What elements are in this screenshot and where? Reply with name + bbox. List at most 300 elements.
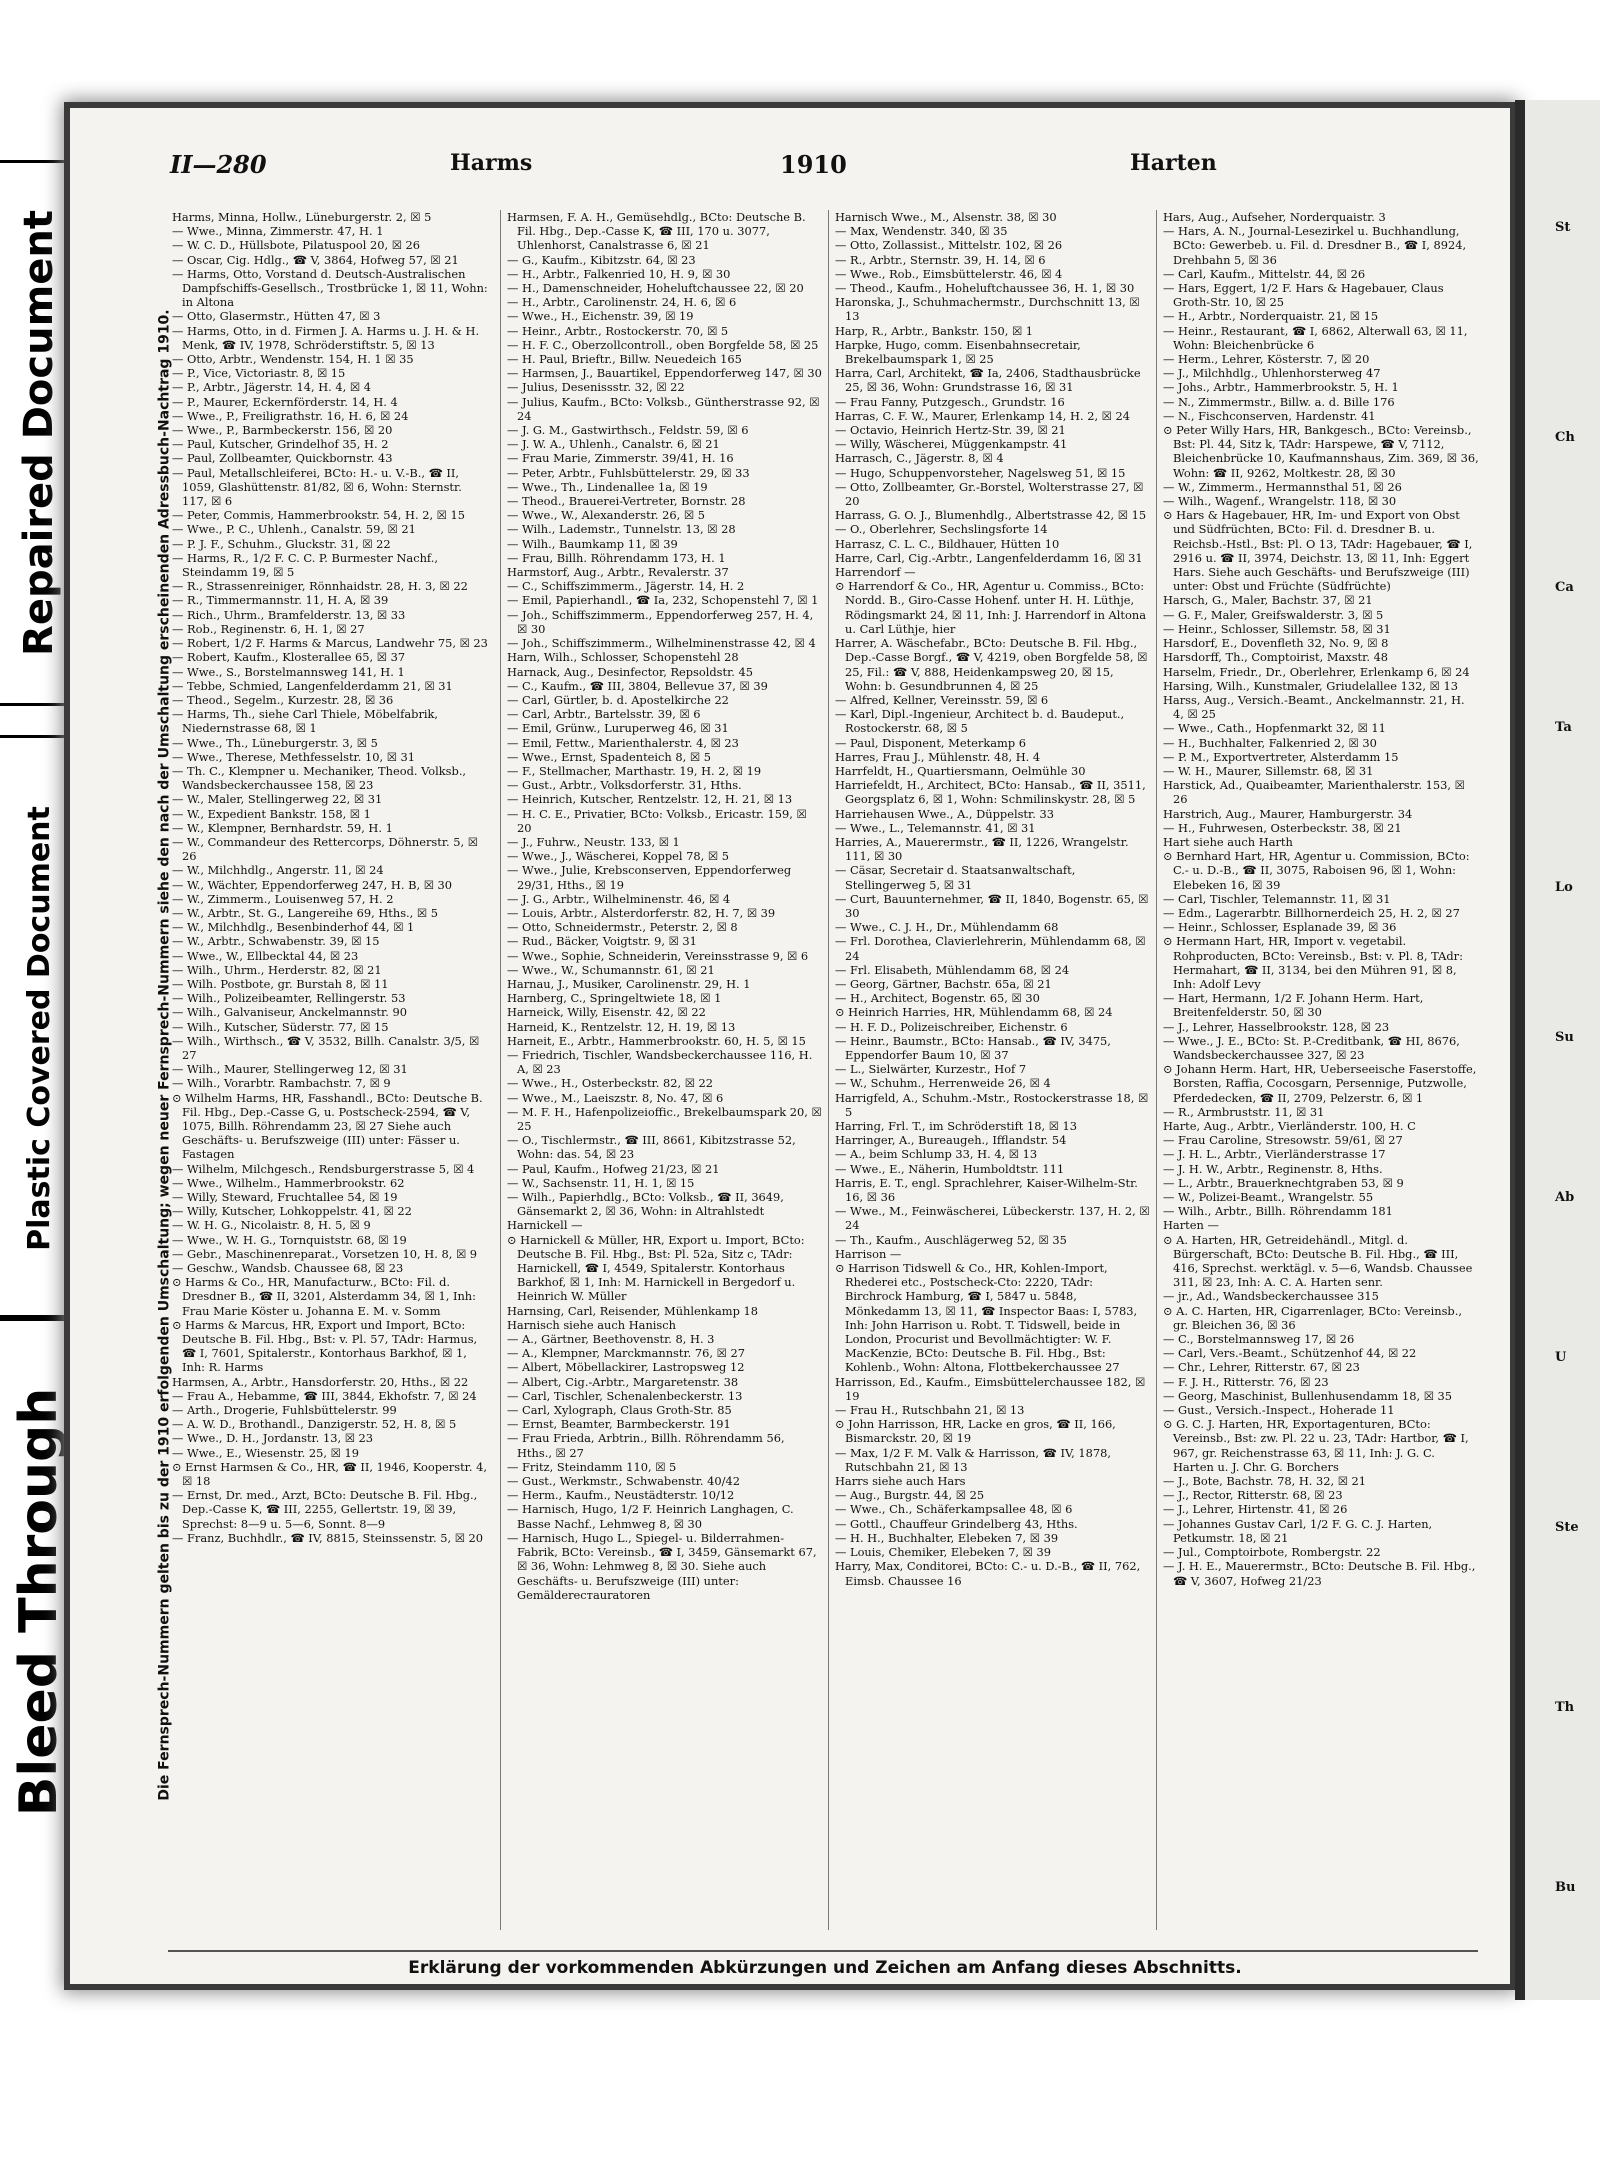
directory-entry: ⊙ Harms & Co., HR, Manufacturw., BCto: Fil. d. Dresdner B., ☎ II, 3201, Alsterdamm 34, ☒ 1, Inh: Frau Marie Köster u. Johanna E. M. v. Somm <box>172 1275 476 1318</box>
directory-entry: — Frau, Billh. Röhrendamm 173, H. 1 <box>507 550 726 565</box>
directory-entry: — N., Zimmermstr., Billw. a. d. Bille 176 <box>1163 394 1395 409</box>
directory-entry: — Wwe., Ch., Schäferkampsallee 48, ☒ 6 <box>835 1502 1073 1517</box>
directory-entry: Harsdorf, E., Dovenfleth 32, No. 9, ☒ 8 <box>1163 636 1389 651</box>
directory-entry: Harmsen, A., Arbtr., Hansdorferstr. 20, Hths., ☒ 22 <box>172 1374 469 1389</box>
directory-entry: Harms, Minna, Hollw., Lüneburgerstr. 2, ☒ 5 <box>172 210 432 224</box>
directory-entry: Harss, Aug., Versich.-Beamt., Anckelmannstr. 21, H. 4, ☒ 25 <box>1163 692 1465 722</box>
directory-entry: — Wwe., W., Schumannstr. 61, ☒ 21 <box>507 962 715 977</box>
directory-entry: — Harms, R., 1/2 F. C. C. P. Burmester Nachf., Steindamm 19, ☒ 5 <box>172 550 438 580</box>
directory-entry: Harstick, Ad., Quaibeamter, Marienthalerstr. 153, ☒ 26 <box>1163 778 1465 807</box>
directory-entry: — H., Damenschneider, Hoheluftchaussee 22, ☒ 20 <box>507 281 804 296</box>
directory-entry: — Paul, Kaufm., Hofweg 21/23, ☒ 21 <box>507 1161 720 1176</box>
directory-entry: — jr., Ad., Wandsbeckerchaussee 315 <box>1163 1289 1379 1304</box>
directory-entry: — W., Sachsenstr. 11, H. 1, ☒ 15 <box>507 1175 695 1190</box>
directory-entry: — W., Schuhm., Herrenweide 26, ☒ 4 <box>835 1076 1051 1091</box>
directory-entry: — Wwe., P. C., Uhlenh., Canalstr. 59, ☒ 21 <box>172 522 416 537</box>
directory-entry: — Herm., Kaufm., Neustädterstr. 10/12 <box>507 1488 735 1503</box>
directory-entry: — Wilh., Wagenf., Wrangelstr. 118, ☒ 30 <box>1163 494 1397 509</box>
directory-entry: — L., Arbtr., Brauerknechtgraben 53, ☒ 9 <box>1163 1175 1404 1190</box>
directory-entry: — Harmsen, J., Bauartikel, Eppendorferweg 147, ☒ 30 <box>507 366 822 381</box>
directory-entry: — Carl, Vers.-Beamt., Schützenhof 44, ☒ 22 <box>1163 1346 1417 1361</box>
directory-entry: — H., Buchhalter, Falkenried 2, ☒ 30 <box>1163 735 1377 750</box>
directory-entry: — Franz, Buchhdlr., ☎ IV, 8815, Steinssenstr. 5, ☒ 20 <box>172 1530 484 1545</box>
directory-entry: — Willy, Kutscher, Lohkoppelstr. 41, ☒ 22 <box>172 1204 412 1219</box>
directory-entry: — Oscar, Cig. Hdlg., ☎ V, 3864, Hofweg 57, ☒ 21 <box>172 252 459 267</box>
directory-entry: — Harms, Otto, Vorstand d. Deutsch-Australischen Dampfschiffs-Gesellsch., Trostbrücke 1, ☒ 11, Wohn: in Altona <box>172 266 488 310</box>
directory-entry: — Wwe., W., Alexanderstr. 26, ☒ 5 <box>507 508 705 523</box>
directory-entry: — Wwe., Sophie, Schneiderin, Vereinsstrasse 9, ☒ 6 <box>507 948 809 963</box>
edge-fragment: Ste <box>1555 1520 1579 1535</box>
plastic-covered-document-label: Plastic Covered Document <box>0 735 78 1321</box>
directory-entry: — G., Kaufm., Kibitzstr. 64, ☒ 23 <box>507 252 696 267</box>
directory-entry: — Wwe., Julie, Krebsconserven, Eppendorferweg 29/31, Hths., ☒ 19 <box>507 863 792 892</box>
directory-column-2 <box>500 210 823 1930</box>
directory-entry: Harringer, A., Bureaugeh., Ifflandstr. 54 <box>835 1133 1067 1148</box>
directory-entry: — R., Strassenreiniger, Rönnhaidstr. 28, H. 3, ☒ 22 <box>172 579 468 594</box>
directory-entry: — Robert, Kaufm., Klosterallee 65, ☒ 37 <box>172 650 406 665</box>
directory-entry: — Robert, 1/2 F. Harms & Marcus, Landwehr 75, ☒ 23 <box>172 636 488 651</box>
directory-entry: Harte, Aug., Arbtr., Vierländerstr. 100, H. C <box>1163 1119 1416 1133</box>
directory-entry: — J. G., Arbtr., Wilhelminenstr. 46, ☒ 4 <box>507 891 731 906</box>
directory-entry: — Albert, Möbellackirer, Lastropsweg 12 <box>507 1360 745 1375</box>
directory-entry: — Carl, Gürtler, b. d. Apostelkirche 22 <box>507 692 729 707</box>
directory-entry: — W., Klempner, Bernhardstr. 59, H. 1 <box>172 820 393 835</box>
directory-entry: — Wwe., L., Telemannstr. 41, ☒ 31 <box>835 820 1036 835</box>
directory-entry: — J., Rector, Ritterstr. 68, ☒ 23 <box>1163 1488 1343 1503</box>
directory-entry: — Frau H., Rutschbahn 21, ☒ 13 <box>835 1403 1025 1418</box>
directory-entry: Harmsen, F. A. H., Gemüsehdlg., BCto: Deutsche B. Fil. Hbg., Dep.-Casse K, ☎ III, 170 u. 3077, Uhlenhorst, Canalstrasse 6, ☒ 21 <box>507 210 806 253</box>
directory-entry: ⊙ Hermann Hart, HR, Import v. vegetabil. Rohproducten, BCto: Vereinsb., Bst: v. Pl. 8, TAdr: Hermahart, ☎ II, 3134, bei den Mühren 91, ☒ 8, Inh: Adolf Levy <box>1163 934 1463 991</box>
directory-entry: Harrigfeld, A., Schuhm.-Mstr., Rostockerstrasse 18, ☒ 5 <box>835 1090 1149 1119</box>
directory-entry: — Willy, Wäscherei, Müggenkampstr. 41 <box>835 437 1068 452</box>
directory-entry: — Herm., Lehrer, Kösterstr. 7, ☒ 20 <box>1163 352 1370 367</box>
directory-entry: — Th. C., Klempner u. Mechaniker, Theod. Volksb., Wandsbeckerchaussee 158, ☒ 23 <box>172 763 467 793</box>
edge-fragment: U <box>1555 1350 1567 1365</box>
directory-entry: — Wwe., Wilhelm., Hammerbrookstr. 62 <box>172 1175 405 1190</box>
directory-entry: — Johs., Arbtr., Hammerbrookstr. 5, H. 1 <box>1163 380 1399 395</box>
directory-entry: — O., Oberlehrer, Sechslingsforte 14 <box>835 522 1048 537</box>
directory-entry: — Harms, Th., siehe Carl Thiele, Möbelfabrik, Niedernstrasse 68, ☒ 1 <box>172 707 439 736</box>
directory-entry: — Theod., Brauerei-Vertreter, Bornstr. 28 <box>507 494 746 509</box>
directory-entry: — Frl. Elisabeth, Mühlendamm 68, ☒ 24 <box>835 962 1070 977</box>
directory-entry: — Wwe., H., Eichenstr. 39, ☒ 19 <box>507 309 694 324</box>
directory-entry: — W., Wächter, Eppendorferweg 247, H. B, ☒ 30 <box>172 877 453 892</box>
directory-entry: Harnack, Aug., Desinfector, Repsoldstr. 45 <box>507 664 754 679</box>
header-right-keyword: Harten <box>1130 150 1217 176</box>
directory-entry: — Heinr., Arbtr., Rostockerstr. 70, ☒ 5 <box>507 323 729 338</box>
directory-entry: — H. C. E., Privatier, BCto: Volksb., Ericastr. 159, ☒ 20 <box>507 806 807 835</box>
directory-entry: Harsch, G., Maler, Bachstr. 37, ☒ 21 <box>1163 593 1373 608</box>
directory-entry: — Wilh., Papierhdlg., BCto: Volksb., ☎ II, 3649, Gänsemarkt 2, ☒ 36, Wohn: in Altrahlstedt <box>507 1190 784 1219</box>
directory-entry: — Gottl., Chauffeur Grindelberg 43, Hths. <box>835 1516 1078 1531</box>
directory-entry: Harneick, Willy, Eisenstr. 42, ☒ 22 <box>507 1005 706 1020</box>
edge-fragment: Ta <box>1555 720 1572 735</box>
directory-entry: — Hars, Eggert, 1/2 F. Hars & Hagebauer, Claus Groth-Str. 10, ☒ 25 <box>1163 281 1444 310</box>
directory-entry: Harris, E. T., engl. Sprachlehrer, Kaiser-Wilhelm-Str. 16, ☒ 36 <box>835 1175 1138 1205</box>
directory-entry: Harras, C. F. W., Maurer, Erlenkamp 14, H. 2, ☒ 24 <box>835 408 1131 423</box>
directory-entry: Harriehausen Wwe., A., Düppelstr. 33 <box>835 806 1054 821</box>
directory-entry: — A., Gärtner, Beethovenstr. 8, H. 3 <box>507 1332 715 1347</box>
directory-entry: — P., Maurer, Eckernförderstr. 14, H. 4 <box>172 394 398 409</box>
directory-entry: Harp, R., Arbtr., Bankstr. 150, ☒ 1 <box>835 323 1034 338</box>
directory-entry: — Heinr., Schlosser, Esplanade 39, ☒ 36 <box>1163 920 1397 935</box>
directory-entry: Harnberg, C., Springeltwiete 18, ☒ 1 <box>507 991 722 1006</box>
directory-entry: — Gust., Werkmstr., Schwabenstr. 40/42 <box>507 1474 740 1489</box>
directory-entry: — H. F. C., Oberzollcontroll., oben Borgfelde 58, ☒ 25 <box>507 337 819 352</box>
directory-entry: — Frau Marie, Zimmerstr. 39/41, H. 16 <box>507 451 734 466</box>
directory-entry: — W. C. D., Hüllsbote, Pilatuspool 20, ☒ 26 <box>172 238 421 253</box>
directory-entry: ⊙ Johann Herm. Hart, HR, Ueberseeische Faserstoffe, Borsten, Raffia, Cocosgarn, Persennige, Putzwolle, Pferdedecken, ☎ II, 2709, Pelzerstr. 6, ☒ 1 <box>1163 1062 1477 1105</box>
directory-entry: — W. H., Maurer, Sillemstr. 68, ☒ 31 <box>1163 763 1374 778</box>
directory-entry: — Th., Kaufm., Auschlägerweg 52, ☒ 35 <box>835 1232 1067 1247</box>
directory-entry: — H., Fuhrwesen, Osterbeckstr. 38, ☒ 21 <box>1163 820 1402 835</box>
page-number: II—280 <box>170 150 267 179</box>
directory-entry: — Joh., Schiffszimmerm., Eppendorferweg 257, H. 4, ☒ 30 <box>507 607 814 636</box>
directory-entry: — Wilh., Polizeibeamter, Rellingerstr. 53 <box>172 991 406 1006</box>
directory-entry: — Frl. Dorothea, Clavierlehrerin, Mühlendamm 68, ☒ 24 <box>835 934 1146 963</box>
directory-entry: — J., Milchhdlg., Uhlenhorsterweg 47 <box>1163 366 1381 381</box>
telephone-note-vertical: Die Fernsprech-Nummern gelten bis zu der 1910 erfolgenden Umschaltung; wegen neuer Fernsprech-Nummern siehe den nach der Umschaltung erscheinenden Adressbuch-Nachtrag 1910. <box>157 309 174 1801</box>
directory-entry: Harpke, Hugo, comm. Eisenbahnsecretair, Brekelbaumspark 1, ☒ 25 <box>835 337 1081 367</box>
header-year: 1910 <box>780 150 847 179</box>
directory-entry: — Wilh., Kutscher, Süderstr. 77, ☒ 15 <box>172 1019 389 1034</box>
directory-entry: — Louis, Chemiker, Elebeken 7, ☒ 39 <box>835 1545 1051 1560</box>
directory-entry: — Wwe., C. J. H., Dr., Mühlendamm 68 <box>835 920 1059 935</box>
directory-entry: — Johannes Gustav Carl, 1/2 F. G. C. J. Harten, Petkumstr. 18, ☒ 21 <box>1163 1516 1433 1545</box>
directory-entry: — Wilh., Lademstr., Tunnelstr. 13, ☒ 28 <box>507 522 736 537</box>
directory-entry: — Otto, Arbtr., Wendenstr. 154, H. 1 ☒ 35 <box>172 352 414 367</box>
directory-entry: Harre, Carl, Cig.-Arbtr., Langenfelderdamm 16, ☒ 31 <box>835 550 1143 565</box>
repaired-document-label: Repaired Document <box>0 160 78 706</box>
directory-entry: — Heinr., Restaurant, ☎ I, 6862, Alterwall 63, ☒ 11, Wohn: Bleichenbrücke 6 <box>1163 323 1468 352</box>
directory-entry: — J. W. A., Uhlenh., Canalstr. 6, ☒ 21 <box>507 437 720 452</box>
directory-entry: — Karl, Dipl.-Ingenieur, Architect b. d. Baudeput., Rostockerstr. 68, ☒ 5 <box>835 707 1125 736</box>
directory-entry: Hart siehe auch Harth <box>1163 834 1293 849</box>
directory-entry: — Rich., Uhrm., Bramfelderstr. 13, ☒ 33 <box>172 607 406 622</box>
directory-entry: — J., Bote, Bachstr. 78, H. 32, ☒ 21 <box>1163 1474 1367 1489</box>
directory-entry: — H., Architect, Bogenstr. 65, ☒ 30 <box>835 991 1040 1006</box>
directory-entry: Hars, Aug., Aufseher, Norderquaistr. 3 <box>1163 210 1386 224</box>
directory-entry: Harn, Wilh., Schlosser, Schopenstehl 28 <box>507 650 739 665</box>
directory-entry: — L., Sielwärter, Kurzestr., Hof 7 <box>835 1062 1027 1077</box>
directory-entry: — Frau Fanny, Putzgesch., Grundstr. 16 <box>835 394 1065 409</box>
directory-entry: — G. F., Maler, Greifswalderstr. 3, ☒ 5 <box>1163 607 1384 622</box>
directory-entry: Harnisch Wwe., M., Alsenstr. 38, ☒ 30 <box>835 210 1057 224</box>
directory-entry: — Emil, Grünw., Luruperweg 46, ☒ 31 <box>507 721 729 736</box>
directory-entry: — Max, 1/2 F. M. Valk & Harrisson, ☎ IV, 1878, Rutschbahn 21, ☒ 13 <box>835 1445 1112 1474</box>
directory-entry: — F., Stellmacher, Marthastr. 19, H. 2, ☒ 19 <box>507 763 762 778</box>
directory-entry: Harrasch, C., Jägerstr. 8, ☒ 4 <box>835 451 1004 466</box>
directory-entry: — Geschw., Wandsb. Chaussee 68, ☒ 23 <box>172 1261 404 1276</box>
directory-entry: — Edm., Lagerarbtr. Billhornerdeich 25, H. 2, ☒ 27 <box>1163 905 1460 920</box>
edge-fragment: Th <box>1555 1700 1575 1715</box>
directory-entry: — Harms, Otto, in d. Firmen J. A. Harms u. J. H. & H. Menk, ☎ IV, 1978, Schröderstiftstr. 5, ☒ 13 <box>172 323 480 352</box>
header-left-keyword: Harms <box>450 150 533 176</box>
directory-entry: Harten — <box>1163 1218 1219 1233</box>
directory-entry: — H., Arbtr., Falkenried 10, H. 9, ☒ 30 <box>507 266 731 281</box>
directory-entry: — Wilhelm, Milchgesch., Rendsburgerstrasse 5, ☒ 4 <box>172 1161 475 1176</box>
directory-entry: — Rob., Reginenstr. 6, H. 1, ☒ 27 <box>172 621 365 636</box>
edge-fragment: Bu <box>1555 1880 1576 1895</box>
directory-entry: Harring, Frl. T., im Schröderstift 18, ☒ 13 <box>835 1119 1078 1133</box>
directory-entry: — W., Maler, Stellingerweg 22, ☒ 31 <box>172 792 383 807</box>
directory-column-3 <box>828 210 1151 1930</box>
directory-entry: ⊙ A. C. Harten, HR, Cigarrenlager, BCto: Vereinsb., gr. Bleichen 36, ☒ 36 <box>1163 1303 1462 1332</box>
directory-entry: — Paul, Kutscher, Grindelhof 35, H. 2 <box>172 437 389 452</box>
edge-fragment: Ab <box>1555 1190 1575 1205</box>
directory-entry: — Chr., Lehrer, Ritterstr. 67, ☒ 23 <box>1163 1360 1360 1375</box>
directory-entry: — Octavio, Heinrich Hertz-Str. 39, ☒ 21 <box>835 423 1066 438</box>
directory-entry: — P. M., Exportvertreter, Alsterdamm 15 <box>1163 749 1399 764</box>
directory-entry: — Hart, Hermann, 1/2 F. Johann Herm. Hart, Breitenfelderstr. 50, ☒ 30 <box>1163 991 1424 1020</box>
directory-column-1 <box>172 210 488 1930</box>
directory-entry: — Julius, Desenissstr. 32, ☒ 22 <box>507 380 685 395</box>
directory-entry: — Albert, Cig.-Arbtr., Margaretenstr. 38 <box>507 1374 739 1389</box>
directory-entry: — Wwe., W., Ellbecktal 44, ☒ 23 <box>172 948 359 963</box>
directory-entry: — Wilh., Wirthsch., ☎ V, 3532, Billh. Canalstr. 3/5, ☒ 27 <box>172 1033 480 1062</box>
directory-entry: Harnisch siehe auch Hanisch <box>507 1317 676 1332</box>
directory-entry: — Wilh., Baumkamp 11, ☒ 39 <box>507 536 678 551</box>
directory-entry: Harmstorf, Aug., Arbtr., Revalerstr. 37 <box>507 565 729 580</box>
directory-entry: — Wwe., E., Wiesenstr. 25, ☒ 19 <box>172 1445 359 1460</box>
directory-entry: — Carl, Xylograph, Claus Groth-Str. 85 <box>507 1403 732 1418</box>
directory-entry: — W., Milchhdlg., Angerstr. 11, ☒ 24 <box>172 863 384 878</box>
directory-entry: — C., Schiffszimmerm., Jägerstr. 14, H. 2 <box>507 579 745 594</box>
directory-entry: — J., Lehrer, Hirtenstr. 41, ☒ 26 <box>1163 1502 1348 1517</box>
directory-entry: — Wwe., S., Borstelmannsweg 141, H. 1 <box>172 664 405 679</box>
directory-entry: ⊙ Harrison Tidswell & Co., HR, Kohlen-Import, Rhederei etc., Postscheck-Cto: 2220, TAdr: Birchrock Hamburg, ☎ I, 5847 u. 5848, Mönkedamm 13, ☒ 11, ☎ Inspector Baas: I, 5783, Inh: John Harrison u. Robt. T. Tidswell, beide in London, Procurist und Bevollmächtigter: W. F. MacKenzie, BCto: Deutsche B. Fil. Hbg., Bst: Kohlenb., Wohn: Altona, Flottbekerchaussee 27 <box>835 1261 1138 1375</box>
directory-entry: — Emil, Fettw., Marienthalerstr. 4, ☒ 23 <box>507 735 739 750</box>
edge-fragment: Lo <box>1555 880 1573 895</box>
directory-entry: Haronska, J., Schuhmachermstr., Durchschnitt 13, ☒ 13 <box>835 295 1140 324</box>
directory-entry: — Wwe., M., Feinwäscherei, Lübeckerstr. 137, H. 2, ☒ 24 <box>835 1204 1150 1233</box>
directory-entry: — Wwe., M., Laeiszstr. 8, No. 47, ☒ 6 <box>507 1090 724 1105</box>
directory-entry: — Frau A., Hebamme, ☎ III, 3844, Ekhofstr. 7, ☒ 24 <box>172 1388 477 1403</box>
directory-entry: — A. W. D., Brothandl., Danzigerstr. 52, H. 8, ☒ 5 <box>172 1417 457 1432</box>
directory-entry: — H., Arbtr., Norderquaistr. 21, ☒ 15 <box>1163 309 1379 324</box>
directory-entry: — Wwe., P., Freiligrathstr. 16, H. 6, ☒ 24 <box>172 408 409 423</box>
directory-entry: — P., Arbtr., Jägerstr. 14, H. 4, ☒ 4 <box>172 380 371 395</box>
directory-entry: — Wwe., Th., Lindenallee 1a, ☒ 19 <box>507 479 708 494</box>
directory-entry: Harneid, K., Rentzelstr. 12, H. 19, ☒ 13 <box>507 1019 736 1034</box>
directory-entry: Harstrich, Aug., Maurer, Hamburgerstr. 34 <box>1163 806 1413 821</box>
directory-entry: — H. F. D., Polizeischreiber, Eichenstr. 6 <box>835 1019 1068 1034</box>
directory-entry: — W., Arbtr., St. G., Langereihe 69, Hths., ☒ 5 <box>172 905 438 920</box>
label-strip <box>0 0 78 2177</box>
directory-entry: — W., Polizei-Beamt., Wrangelstr. 55 <box>1163 1190 1374 1205</box>
directory-entry: — Wwe., H., Osterbeckstr. 82, ☒ 22 <box>507 1076 714 1091</box>
edge-fragment: Ca <box>1555 580 1574 595</box>
directory-entry: — Wilh., Uhrm., Herderstr. 82, ☒ 21 <box>172 962 382 977</box>
directory-entry: — Wwe., Therese, Methfesselstr. 10, ☒ 31 <box>172 749 416 764</box>
directory-entry: — A., beim Schlump 33, H. 4, ☒ 13 <box>835 1147 1038 1162</box>
directory-entry: — Wilh., Maurer, Stellingerweg 12, ☒ 31 <box>172 1062 408 1077</box>
directory-entry: — H., Arbtr., Carolinenstr. 24, H. 6, ☒ 6 <box>507 295 737 310</box>
directory-entry: — J. H. E., Mauerermstr., BCto: Deutsche B. Fil. Hbg., ☎ V, 3607, Hofweg 21/23 <box>1163 1559 1476 1588</box>
directory-entry: — C., Kaufm., ☎ III, 3804, Bellevue 37, ☒ 39 <box>507 678 768 693</box>
directory-entry: — W., Arbtr., Schwabenstr. 39, ☒ 15 <box>172 934 380 949</box>
directory-entry: — Joh., Schiffszimmerm., Wilhelminenstrasse 42, ☒ 4 <box>507 636 816 651</box>
directory-entry: — Wilh., Galvaniseur, Anckelmannstr. 90 <box>172 1005 407 1020</box>
directory-columns <box>172 210 1479 1930</box>
directory-entry: ⊙ Peter Willy Hars, HR, Bankgesch., BCto: Vereinsb., Bst: Pl. 44, Sitz k, TAdr: Harspewe, ☎ V, 7112, Bleichenbrücke 10, Kaufmannshaus, Zim. 369, ☒ 36, Wohn: ☎ II, 9262, Moltkestr. 28, ☒ 30 <box>1163 423 1479 480</box>
directory-entry: Harnau, J., Musiker, Carolinenstr. 29, H. 1 <box>507 976 751 991</box>
directory-entry: — Wilh., Arbtr., Billh. Röhrendamm 181 <box>1163 1204 1393 1219</box>
directory-entry: — Otto, Schneidermstr., Peterstr. 2, ☒ 8 <box>507 920 738 935</box>
directory-entry: — Carl, Tischler, Telemannstr. 11, ☒ 31 <box>1163 891 1391 906</box>
directory-entry: Harrer, A. Wäschefabr., BCto: Deutsche B. Fil. Hbg., Dep.-Casse Borgf., ☎ V, 4219, oben Borgfelde 58, ☒ 25, Fil.: ☎ V, 888, Heidenkampsweg 20, ☒ 15, Wohn: b. Gesundbrunnen 4, ☒ 25 <box>835 636 1148 693</box>
directory-entry: — Heinr., Baumstr., BCto: Hansab., ☎ IV, 3475, Eppendorfer Baum 10, ☒ 37 <box>835 1033 1111 1062</box>
directory-entry: — Paul, Metallschleiferei, BCto: H.- u. V.-B., ☎ II, 1059, Glashüttenstr. 81/82, ☒ 6, Wohn: Sternstr. 117, ☒ 6 <box>172 465 462 509</box>
directory-entry: — Wwe., J. E., BCto: St. P.-Creditbank, ☎ HI, 8676, Wandsbeckerchaussee 327, ☒ 23 <box>1163 1033 1460 1062</box>
directory-entry: — H. Paul, Brieftr., Billw. Neuedeich 165 <box>507 352 742 367</box>
directory-entry: — Wilh. Postbote, gr. Burstah 8, ☒ 11 <box>172 976 389 991</box>
directory-entry: — Julius, Kaufm., BCto: Volksb., Güntherstrasse 92, ☒ 24 <box>507 394 820 423</box>
directory-entry: — C., Borstelmannsweg 17, ☒ 26 <box>1163 1332 1355 1347</box>
directory-entry: — Wwe., Minna, Zimmerstr. 47, H. 1 <box>172 224 384 239</box>
directory-entry: Harrs siehe auch Hars <box>835 1474 966 1489</box>
directory-entry: — Theod., Kaufm., Hoheluftchaussee 36, H. 1, ☒ 30 <box>835 281 1135 296</box>
directory-entry: — Willy, Steward, Fruchtallee 54, ☒ 19 <box>172 1190 398 1205</box>
directory-entry: Harneit, E., Arbtr., Hammerbrookstr. 60, H. 5, ☒ 15 <box>507 1033 806 1048</box>
directory-entry: — Heinr., Schlosser, Sillemstr. 58, ☒ 31 <box>1163 621 1391 636</box>
directory-entry: — Heinrich, Kutscher, Rentzelstr. 12, H. 21, ☒ 13 <box>507 792 793 807</box>
directory-entry: — Theod., Segelm., Kurzestr. 28, ☒ 36 <box>172 692 394 707</box>
directory-entry: Harry, Max, Conditorei, BCto: C.- u. D.-B., ☎ II, 762, Eimsb. Chaussee 16 <box>835 1559 1141 1588</box>
directory-entry: — Fritz, Steindamm 110, ☒ 5 <box>507 1459 677 1474</box>
directory-entry: — Paul, Zollbeamter, Quickbornstr. 43 <box>172 451 393 466</box>
directory-entry: — Wwe., Cath., Hopfenmarkt 32, ☒ 11 <box>1163 721 1386 736</box>
directory-entry: — P., Vice, Victoriastr. 8, ☒ 15 <box>172 366 346 381</box>
directory-entry: — J., Lehrer, Hasselbrookstr. 128, ☒ 23 <box>1163 1019 1390 1034</box>
directory-entry: — Ernst, Beamter, Barmbeckerstr. 191 <box>507 1417 731 1432</box>
directory-entry: — Otto, Zollassist., Mittelstr. 102, ☒ 26 <box>835 238 1063 253</box>
directory-entry: Harrison — <box>835 1246 902 1261</box>
directory-entry: — Carl, Kaufm., Mittelstr. 44, ☒ 26 <box>1163 266 1366 281</box>
directory-entry: — Alfred, Kellner, Vereinsstr. 59, ☒ 6 <box>835 692 1049 707</box>
directory-entry: Harrendorf — <box>835 565 916 580</box>
directory-entry: — Frau Frieda, Arbtrin., Billh. Röhrendamm 56, Hths., ☒ 27 <box>507 1431 785 1460</box>
directory-entry: Harries, A., Mauerermstr., ☎ II, 1226, Wrangelstr. 111, ☒ 30 <box>835 834 1129 864</box>
directory-entry: ⊙ Harrendorf & Co., HR, Agentur u. Commiss., BCto: Nordd. B., Giro-Casse Hohenf. unter H. H. Lüthje, Rödingsmarkt 24, ☒ 11, Inh: J. Harrendorf in Altona u. Carl Lüthje, hier <box>835 579 1146 636</box>
directory-entry: — H. H., Buchhalter, Elebeken 7, ☒ 39 <box>835 1530 1059 1545</box>
footer-rule <box>168 1950 1478 1952</box>
directory-entry: Harnsing, Carl, Reisender, Mühlenkamp 18 <box>507 1303 759 1318</box>
directory-entry: ⊙ Harms & Marcus, HR, Export und Import, BCto: Deutsche B. Fil. Hbg., Bst: v. Pl. 57, TAdr: Harmus, ☎ I, 7601, Spitalerstr., Kontorhaus Barkhof, ☒ 1, Inh: R. Harms <box>172 1317 478 1375</box>
directory-entry: — W., Commandeur des Rettercorps, Döhnerstr. 5, ☒ 26 <box>172 834 478 864</box>
directory-entry: Harriefeldt, H., Architect, BCto: Hansab., ☎ II, 3511, Georgsplatz 6, ☒ 1, Wohn: Schmilinskystr. 28, ☒ 5 <box>835 778 1146 807</box>
directory-entry: — Gust., Versich.-Inspect., Hoherade 11 <box>1163 1403 1395 1418</box>
directory-entry: — R., Armbruststr. 11, ☒ 31 <box>1163 1104 1325 1119</box>
directory-entry: — J. H. W., Arbtr., Reginenstr. 8, Hths. <box>1163 1161 1383 1176</box>
directory-entry: — Wwe., Ernst, Spadenteich 8, ☒ 5 <box>507 749 711 764</box>
directory-entry: — Tebbe, Schmied, Langenfelderdamm 21, ☒ 31 <box>172 678 453 693</box>
directory-entry: — A., Klempner, Marckmannstr. 76, ☒ 27 <box>507 1346 745 1361</box>
directory-entry: — Paul, Disponent, Meterkamp 6 <box>835 735 1026 750</box>
directory-entry: — Otto, Glasermstr., Hütten 47, ☒ 3 <box>172 309 381 324</box>
directory-entry: — Louis, Arbtr., Alsterdorferstr. 82, H. 7, ☒ 39 <box>507 905 776 920</box>
directory-entry: ⊙ Wilhelm Harms, HR, Fasshandl., BCto: Deutsche B. Fil. Hbg., Dep.-Casse G, u. Postscheck-2594, ☎ V, 1075, Billh. Röhrendamm 23, ☒ 27 Siehe auch Geschäfts- u. Berufszweige (III) unter: Fässer u. Fastagen <box>172 1090 483 1162</box>
directory-entry: — Peter, Commis, Hammerbrookstr. 54, H. 2, ☒ 15 <box>172 508 466 523</box>
directory-entry: — Hars, A. N., Journal-Lesezirkel u. Buchhandlung, BCto: Gewerbeb. u. Fil. d. Dresdner B., ☎ I, 8924, Drehbahn 5, ☒ 36 <box>1163 224 1467 267</box>
directory-entry: — F. J. H., Ritterstr. 76, ☒ 23 <box>1163 1374 1329 1389</box>
directory-entry: — Rud., Bäcker, Voigtstr. 9, ☒ 31 <box>507 934 697 949</box>
directory-entry: — J. G. M., Gastwirthsch., Feldstr. 59, ☒ 6 <box>507 423 749 438</box>
directory-entry: — Harnisch, Hugo L., Spiegel- u. Bilderrahmen-Fabrik, BCto: Vereinsb., ☎ I, 3459, Gänsemarkt 67, ☒ 36, Wohn: Lehmweg 8, ☒ 30. Siehe auch Geschäfts- u. Berufszweige (III) unter: Gemäldereстauratoren <box>507 1530 817 1602</box>
directory-entry: — Hugo, Schuppenvorsteher, Nagelsweg 51, ☒ 15 <box>835 465 1126 480</box>
directory-entry: — Jul., Comptoirbote, Rombergstr. 22 <box>1163 1545 1381 1560</box>
directory-entry: — Arth., Drogerie, Fuhlsbüttelerstr. 99 <box>172 1403 397 1418</box>
directory-entry: ⊙ Heinrich Harries, HR, Mühlendamm 68, ☒ 24 <box>835 1005 1113 1020</box>
directory-entry: — Wwe., Rob., Eimsbüttelerstr. 46, ☒ 4 <box>835 266 1063 281</box>
directory-entry: — J., Fuhrw., Neustr. 133, ☒ 1 <box>507 834 680 849</box>
directory-entry: Harnickell — <box>507 1218 583 1233</box>
directory-entry: ⊙ John Harrisson, HR, Lacke en gros, ☎ II, 166, Bismarckstr. 20, ☒ 19 <box>835 1417 1116 1446</box>
directory-entry: — Gebr., Maschinenreparat., Vorsetzen 10, H. 8, ☒ 9 <box>172 1246 478 1261</box>
directory-entry: — Georg, Maschinist, Bullenhusendamm 18, ☒ 35 <box>1163 1388 1453 1403</box>
directory-entry: — Wwe., D. H., Jordanstr. 13, ☒ 23 <box>172 1431 374 1446</box>
directory-entry: — Wwe., Th., Lüneburgerstr. 3, ☒ 5 <box>172 735 378 750</box>
directory-entry: — R., Timmermannstr. 11, H. A, ☒ 39 <box>172 593 389 608</box>
directory-entry: ⊙ Bernhard Hart, HR, Agentur u. Commission, BCto: C.- u. D.-B., ☎ II, 3075, Raboisen 96, ☒ 1, Wohn: Elebeken 16, ☒ 39 <box>1163 849 1470 892</box>
directory-entry: — O., Tischlermstr., ☎ III, 8661, Kibitzstrasse 52, Wohn: das. 54, ☒ 23 <box>507 1133 796 1162</box>
directory-entry: Harsing, Wilh., Kunstmaler, Griudelallee 132, ☒ 13 <box>1163 678 1458 693</box>
adjacent-page-edge <box>1515 100 1600 2000</box>
directory-entry: Harsdorff, Th., Comptoirist, Maxstr. 48 <box>1163 650 1389 665</box>
directory-entry: — R., Arbtr., Sternstr. 39, H. 14, ☒ 6 <box>835 252 1046 267</box>
directory-column-4 <box>1156 210 1479 1930</box>
directory-entry: ⊙ G. C. J. Harten, HR, Exportagenturen, BCto: Vereinsb., Bst: zw. Pl. 22 u. 23, TAdr: Hartbor, ☎ I, 967, gr. Reichenstrasse 63, ☒ 11, Inh: J. G. C. Harten u. J. Chr. G. Borchers <box>1163 1417 1469 1474</box>
edge-fragment: St <box>1555 220 1571 235</box>
directory-entry: — M. F. H., Hafenpolizeioffic., Brekelbaumspark 20, ☒ 25 <box>507 1104 822 1133</box>
directory-entry: — W., Milchhdlg., Besenbinderhof 44, ☒ 1 <box>172 920 415 935</box>
directory-entry: Harrfeldt, H., Quartiersmann, Oelmühle 30 <box>835 763 1086 778</box>
directory-entry: — Emil, Papierhandl., ☎ Ia, 232, Schopenstehl 7, ☒ 1 <box>507 593 819 608</box>
footer-note: Erklärung der vorkommenden Abkürzungen und Zeichen am Anfang dieses Abschnitts. <box>408 1958 1242 1978</box>
directory-entry: — N., Fischconserven, Hardenstr. 41 <box>1163 408 1376 423</box>
directory-entry: ⊙ Ernst Harmsen & Co., HR, ☎ II, 1946, Kooperstr. 4, ☒ 18 <box>172 1459 487 1489</box>
directory-entry: Harrisson, Ed., Kaufm., Eimsbüttelerchaussee 182, ☒ 19 <box>835 1374 1146 1403</box>
directory-entry: — P. J. F., Schuhm., Gluckstr. 31, ☒ 22 <box>172 536 391 551</box>
edge-fragment: Ch <box>1555 430 1575 445</box>
directory-entry: — Max, Wendenstr. 340, ☒ 35 <box>835 224 1008 239</box>
directory-entry: — Harnisch, Hugo, 1/2 F. Heinrich Langhagen, C. Basse Nachf., Lehmweg 8, ☒ 30 <box>507 1502 794 1531</box>
directory-entry: — W., Expedient Bankstr. 158, ☒ 1 <box>172 806 371 821</box>
directory-entry: Harres, Frau J., Mühlenstr. 48, H. 4 <box>835 749 1041 764</box>
directory-entry: — Ernst, Dr. med., Arzt, BCto: Deutsche B. Fil. Hbg., Dep.-Casse K, ☎ III, 2255, Gellertstr. 19, ☒ 39, Sprechst: 8—9 u. 5—6, Sonnt. 8—9 <box>172 1488 478 1531</box>
directory-entry: ⊙ Harnickell & Müller, HR, Export u. Import, BCto: Deutsche B. Fil. Hbg., Bst: Pl. 52a, Sitz c, TAdr: Harnickell, ☎ I, 4549, Spitalerstr. Kontorhaus Barkhof, ☒ 1, Inh: M. Harnickell in Bergedorf u. Heinrich W. Müller <box>507 1232 805 1304</box>
directory-entry: — Wwe., J., Wäscherei, Koppel 78, ☒ 5 <box>507 849 729 864</box>
directory-entry: — Wwe., W. H. G., Tornquiststr. 68, ☒ 19 <box>172 1232 407 1247</box>
directory-entry: — Carl, Arbtr., Bartelsstr. 39, ☒ 6 <box>507 707 701 722</box>
page-header <box>100 150 1480 190</box>
directory-entry: ⊙ Hars & Hagebauer, HR, Im- und Export von Obst und Südfrüchten, BCto: Fil. d. Dresdner B. u. Reichsb.-Hstl., Bst: Pl. O 13, TAdr: Hagebauer, ☎ I, 2916 u. ☎ II, 3974, Deichstr. 13, ☒ 11, Inh: Eggert Hars. Siehe auch Geschäfts- und Berufszweige (III) unter: Obst und Früchte (Südfrüchte) <box>1163 508 1473 594</box>
directory-entry: Harrasz, C. L. C., Bildhauer, Hütten 10 <box>835 536 1060 551</box>
directory-entry: — Curt, Bauunternehmer, ☎ II, 1840, Bogenstr. 65, ☒ 30 <box>835 891 1149 920</box>
directory-entry: — Wwe., P., Barmbeckerstr. 156, ☒ 20 <box>172 423 393 438</box>
directory-entry: — Cäsar, Secretair d. Staatsanwaltschaft, Stellingerweg 5, ☒ 31 <box>835 863 1076 892</box>
directory-entry: Harrass, G. O. J., Blumenhdlg., Albertstrasse 42, ☒ 15 <box>835 508 1147 523</box>
directory-entry: — Georg, Gärtner, Bachstr. 65a, ☒ 21 <box>835 976 1052 991</box>
directory-entry: Harselm, Friedr., Dr., Oberlehrer, Erlenkamp 6, ☒ 24 <box>1163 664 1470 679</box>
directory-entry: — Frau Caroline, Stresowstr. 59/61, ☒ 27 <box>1163 1133 1403 1148</box>
directory-entry: — W. H. G., Nicolaistr. 8, H. 5, ☒ 9 <box>172 1218 371 1233</box>
directory-entry: — Wilh., Vorarbtr. Rambachstr. 7, ☒ 9 <box>172 1076 391 1091</box>
directory-entry: — Carl, Tischler, Schenalenbeckerstr. 13 <box>507 1388 743 1403</box>
directory-entry: — Gust., Arbtr., Volksdorferstr. 31, Hths. <box>507 778 742 793</box>
directory-entry: — Wwe., E., Näherin, Humboldtstr. 111 <box>835 1161 1065 1176</box>
directory-entry: — Friedrich, Tischler, Wandsbeckerchaussee 116, H. A, ☒ 23 <box>507 1047 813 1077</box>
